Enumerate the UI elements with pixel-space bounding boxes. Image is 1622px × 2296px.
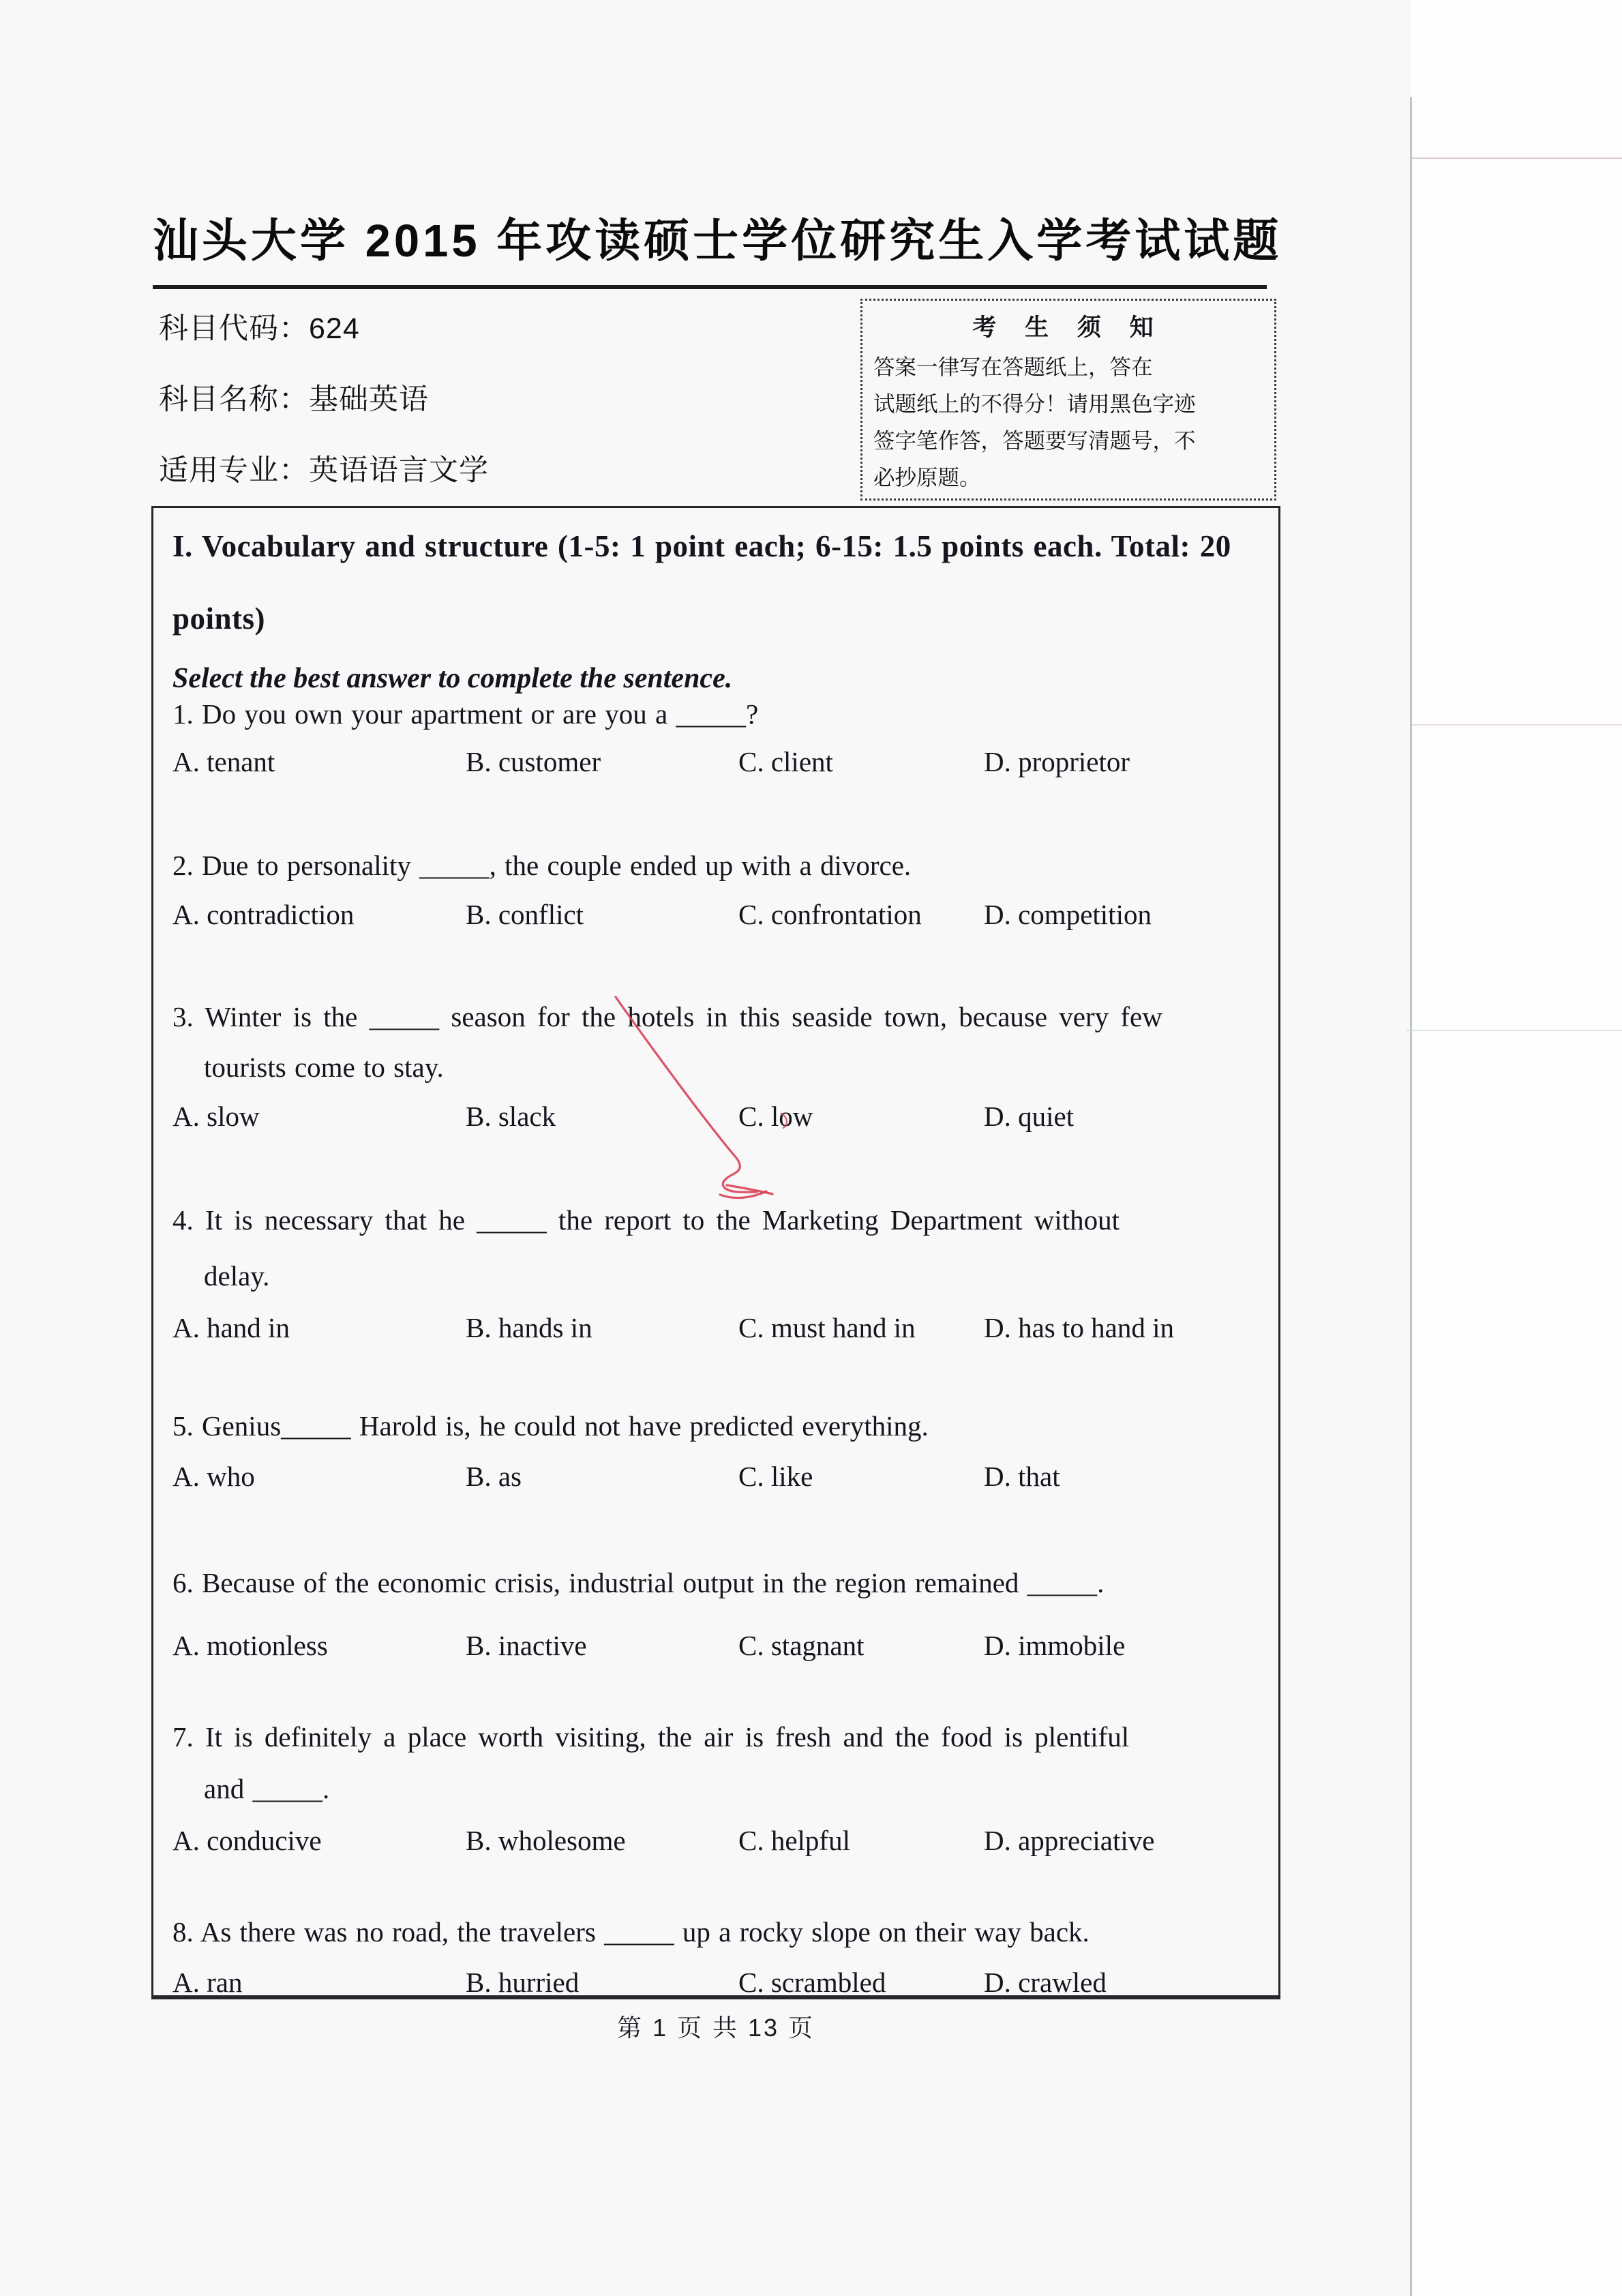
option: D. appreciative	[984, 1825, 1155, 1856]
question-5-options	[172, 1460, 1267, 1494]
question-8-options	[172, 1966, 1267, 2000]
option: A. slow	[172, 1101, 260, 1132]
question-6-text: 6. Because of the economic crisis, industrial output in the region remained _____.	[172, 1567, 1105, 1598]
scan-edge-line	[1410, 97, 1412, 2296]
option: C. stagnant	[738, 1630, 865, 1661]
notice-line: 签字笔作答，答题要写清题号，不	[873, 428, 1196, 453]
meta-label: 适用专业：	[159, 454, 309, 487]
option: C. confrontation	[738, 899, 922, 930]
meta-subject-name	[159, 376, 489, 447]
page-footer: 第 1 页 共 13 页	[616, 2014, 815, 2042]
question-1-text: 1. Do you own your apartment or are you a _____?	[172, 698, 759, 730]
scan-streak	[1411, 724, 1622, 726]
scan-streak	[1406, 1030, 1622, 1031]
option: B. inactive	[466, 1630, 587, 1661]
question-3-text-line-2: tourists come to stay.	[204, 1052, 444, 1083]
scan-streak	[1411, 158, 1622, 159]
notice-box	[860, 299, 1276, 501]
question-4-text-line-2: delay.	[204, 1260, 270, 1292]
meta-value: 624	[309, 312, 360, 345]
option: B. hurried	[466, 1967, 580, 1998]
exam-title: 汕头大学 2015 年攻读硕士学位研究生入学考试试题	[153, 215, 1282, 267]
option: A. who	[172, 1461, 255, 1492]
option: B. slack	[466, 1101, 556, 1132]
question-3-text-line-1: 3. Winter is the _____ season for the hotels in this seaside town, because very few	[172, 1001, 1162, 1032]
option: A. conducive	[172, 1825, 322, 1856]
question-8-text: 8. As there was no road, the travelers _____ up a rocky slope on their way back.	[172, 1916, 1090, 1948]
option: D. immobile	[984, 1630, 1126, 1661]
option: D. crawled	[984, 1967, 1107, 1998]
option: C. client	[738, 746, 833, 777]
option: A. tenant	[172, 746, 275, 777]
title-divider	[153, 285, 1267, 289]
meta-label: 科目代码：	[159, 312, 309, 345]
option: A. hand in	[172, 1312, 290, 1343]
notice-line: 必抄原题。	[873, 465, 981, 490]
meta-subject-code	[159, 305, 489, 376]
option: A. ran	[172, 1967, 243, 1998]
question-4-text-line-1: 4. It is necessary that he _____ the report to the Marketing Department without	[172, 1204, 1120, 1236]
option: C. helpful	[738, 1825, 850, 1856]
question-7-text-line-2: and _____.	[204, 1773, 330, 1804]
question-6-options	[172, 1629, 1267, 1663]
subject-meta	[159, 305, 489, 518]
section-heading-line-1: I. Vocabulary and structure (1-5: 1 point each; 6-15: 1.5 points each. Total: 20	[172, 529, 1231, 563]
option: D. competition	[984, 899, 1152, 930]
question-4-options	[172, 1311, 1267, 1345]
notice-title: 考 生 须 知	[972, 314, 1165, 341]
question-2-text: 2. Due to personality _____, the couple ended up with a divorce.	[172, 850, 912, 881]
question-2-options	[172, 898, 1267, 932]
option: D. that	[984, 1461, 1060, 1492]
option: B. customer	[466, 746, 601, 777]
option: B. wholesome	[466, 1825, 626, 1856]
section-instruction: Select the best answer to complete the sentence.	[172, 663, 733, 694]
option: A. motionless	[172, 1630, 328, 1661]
option: C. like	[738, 1461, 813, 1492]
option: D. has to hand in	[984, 1312, 1174, 1343]
notice-line: 答案一律写在答题纸上，答在	[873, 355, 1153, 379]
option: C. scrambled	[738, 1967, 886, 1998]
section-heading-line-2: points)	[172, 601, 266, 636]
question-box	[151, 506, 1280, 1999]
meta-label: 科目名称：	[159, 383, 309, 416]
option: B. conflict	[466, 899, 584, 930]
option: B. as	[466, 1461, 522, 1492]
scan-margin-strip	[1411, 0, 1622, 2296]
question-3-options	[172, 1100, 1267, 1134]
option: C. low	[738, 1101, 813, 1132]
meta-value: 英语语言文学	[309, 454, 489, 487]
option: A. contradiction	[172, 899, 355, 930]
option: B. hands in	[466, 1312, 592, 1343]
question-5-text: 5. Genius_____ Harold is, he could not have predicted everything.	[172, 1410, 929, 1442]
notice-line: 试题纸上的不得分！请用黑色字迹	[873, 391, 1196, 416]
question-7-options	[172, 1824, 1267, 1858]
meta-value: 基础英语	[309, 383, 429, 416]
question-1-options	[172, 745, 1267, 779]
question-7-text-line-1: 7. It is definitely a place worth visiting, the air is fresh and the food is plentiful	[172, 1721, 1130, 1753]
option: D. quiet	[984, 1101, 1075, 1132]
option: D. proprietor	[984, 746, 1130, 777]
option: C. must hand in	[738, 1312, 916, 1343]
